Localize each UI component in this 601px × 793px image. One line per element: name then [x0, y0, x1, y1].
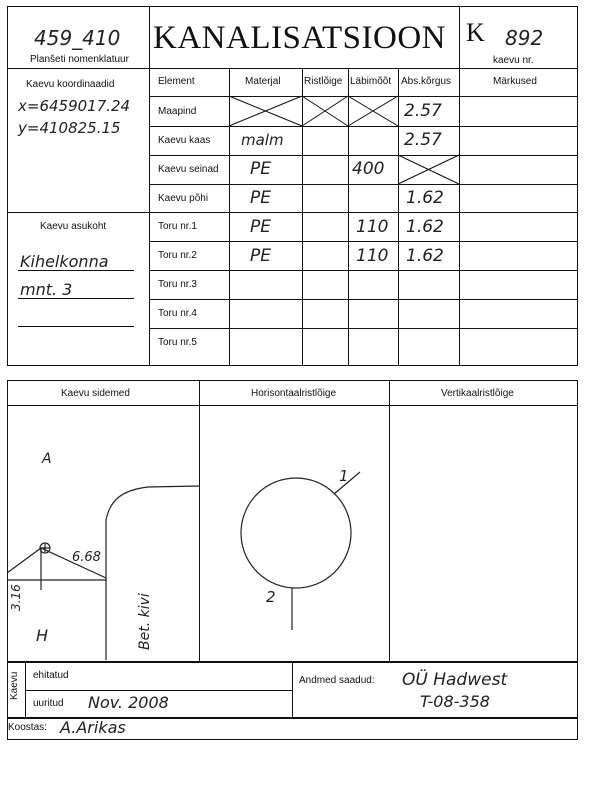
col-header-cross-section: Ristlõige: [304, 76, 343, 87]
cell-diameter: 110: [356, 246, 389, 266]
row-label: Kaevu põhi: [158, 193, 209, 204]
sketch-header-horizontal: Horisontaalristlõige: [251, 388, 337, 399]
cell-abs-height: 2.57: [404, 130, 442, 150]
built-label: ehitatud: [33, 670, 69, 681]
cell-diameter: 400: [352, 159, 385, 179]
sketch-header-vertical: Vertikaalristlõige: [441, 388, 514, 399]
row-label: Toru nr.3: [158, 279, 197, 290]
author-label: Koostas:: [8, 722, 47, 733]
cell-material: PE: [250, 217, 271, 237]
col-header-notes: Märkused: [493, 76, 537, 87]
coord-y: y=410825.15: [18, 119, 121, 137]
row-label: Toru nr.5: [158, 337, 197, 348]
author-name: A.Arikas: [60, 718, 126, 737]
col-header-abs-height: Abs.kõrgus: [401, 76, 452, 87]
cell-material: PE: [250, 246, 271, 266]
location-label: Kaevu asukoht: [40, 221, 107, 232]
well-prefix: K: [466, 18, 486, 47]
distance-label: 6.68: [72, 550, 101, 565]
cell-diameter: 110: [356, 217, 389, 237]
cell-abs-height: 1.62: [406, 246, 444, 266]
data-source-company: OÜ Hadwest: [402, 670, 508, 690]
pipe-label: 2: [266, 588, 276, 606]
coord-x: x=6459017.24: [18, 97, 131, 115]
inspected-label: uuritud: [33, 698, 64, 709]
sheet-number: 459_410: [34, 26, 121, 50]
footer-divider: [292, 662, 293, 718]
cell-abs-height: 1.62: [406, 188, 444, 208]
coords-label: Kaevu koordinaadid: [26, 79, 115, 90]
inspected-date: Nov. 2008: [88, 693, 169, 712]
well-circle: [241, 478, 351, 588]
cell-material: malm: [241, 131, 284, 149]
footer-divider: [25, 690, 292, 691]
sketch-header-connections: Kaevu sidemed: [61, 388, 130, 399]
sheet-label: Planšeti nomenklatuur: [30, 54, 129, 65]
cell-material: PE: [250, 159, 271, 179]
row-label: Kaevu kaas: [158, 135, 211, 146]
location-line-2: mnt. 3: [20, 280, 73, 299]
col-header-diameter: Läbimõõt: [350, 76, 392, 87]
col-header-element: Element: [158, 76, 195, 87]
row-label: Kaevu seinad: [158, 164, 219, 175]
row-label: Maapind: [158, 106, 197, 117]
well-number: 892: [505, 26, 544, 50]
col-header-material: Materjal: [245, 76, 281, 87]
pipe-label: 1: [339, 467, 349, 485]
form-title: KANALISATSIOON: [153, 20, 446, 56]
wall-label: Bet. kivi: [137, 593, 153, 650]
distance-label: 3.16: [9, 584, 23, 611]
data-source-reference: T-08-358: [420, 692, 490, 711]
cell-material: PE: [250, 188, 271, 208]
cell-abs-height: 2.57: [404, 101, 442, 121]
kaevu-label: Kaevu: [9, 671, 20, 700]
cell-abs-height: 1.62: [406, 217, 444, 237]
well-label: kaevu nr.: [493, 55, 534, 66]
location-line-1: Kihelkonna: [20, 252, 109, 271]
row-label: Toru nr.4: [158, 308, 197, 319]
label-a: A: [42, 451, 52, 467]
row-label: Toru nr.1: [158, 221, 197, 232]
row-label: Toru nr.2: [158, 250, 197, 261]
label-h: H: [36, 626, 49, 645]
data-source-label: Andmed saadud:: [299, 675, 375, 686]
